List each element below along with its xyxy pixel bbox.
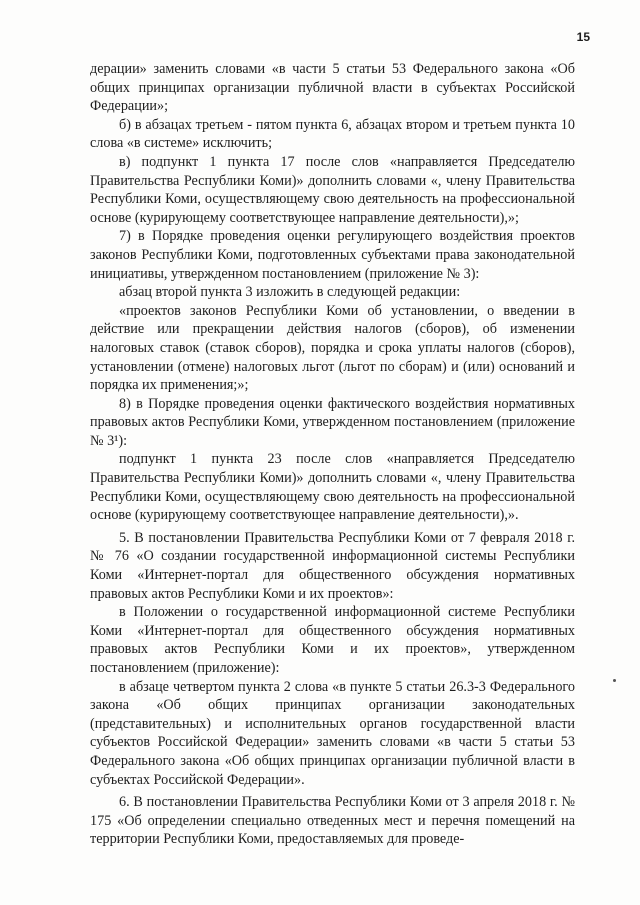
paragraph-abzac-fourth: в абзаце четвертом пункта 2 слова «в пункте 5 статьи 26.3-3 Федерального закона «Об общих принципах организации законодательных (представительных) и исполнительных органов государственной власти субъектов Российской Федерации» заменить словами «в части 5 статьи 53 Федерального закона «Об общих принципах организации публичной власти в субъектах Российской Федерации».: [90, 678, 575, 788]
scan-speck: [613, 679, 616, 682]
paragraph-item-b: б) в абзацах третьем - пятом пункта 6, абзацах втором и третьем пункта 10 слова «в системе» исключить;: [90, 116, 575, 152]
paragraph-subitem-1: подпункт 1 пункта 23 после слов «направляется Председателю Правительства Республики Коми)» дополнить словами «, члену Правительства Республики Коми, осуществляющему свою деятельность на профессиональной основе (курирующему соответствующее направление деятельности),».: [90, 451, 575, 524]
paragraph-section-5: 5. В постановлении Правительства Республики Коми от 7 февраля 2018 г. № 76 «О создании государственной информационной системы Республики Коми «Интернет-портал для общественного обсуждения нормативных правовых актов Республики Коми и их проектов»:: [90, 529, 575, 602]
paragraph-section-6: 6. В постановлении Правительства Республики Коми от 3 апреля 2018 г. № 175 «Об определении специально отведенных мест и перечня помещений на территории Республики Коми, предоставляемых для проведе-: [90, 794, 575, 848]
paragraph-continuation: дерации» заменить словами «в части 5 статьи 53 Федерального закона «Об общих принципах организации публичной власти в субъектах Российской Федерации»;: [90, 61, 575, 115]
paragraph-regulation: в Положении о государственной информационной системе Республики Коми «Интернет-портал для общественного обсуждения нормативных правовых актов Республики Коми и их проектов», утвержденном постановлением (приложение):: [90, 604, 575, 676]
paragraph-item-v: в) подпункт 1 пункта 17 после слов «направляется Председателю Правительства Республики Коми)» дополнить словами «, члену Правительства Республики Коми, осуществляющему свою деятельность на профессиональной основе (курирующему соответствующее направление деятельности),»;: [90, 153, 575, 226]
document-body: [90, 60, 575, 849]
paragraph-item-8: 8) в Порядке проведения оценки фактического воздействия нормативных правовых актов Республики Коми, утвержденном постановлением (приложение № 3¹):: [90, 395, 575, 449]
paragraph-item-7: 7) в Порядке проведения оценки регулирующего воздействия проектов законов Республики Коми, подготовленных субъектами права законодательной инициативы, утвержденном постановлением (приложение № 3):: [90, 228, 575, 282]
paragraph-new-wording: «проектов законов Республики Коми об установлении, о введении в действие или прекращении действия налогов (сборов), об изменении налоговых ставок (ставок сборов), порядка и срока уплаты налогов (сборов), установлении (отмене) налоговых льгот (льгот по сборам) и (или) оснований и порядка их применения;»;: [90, 302, 575, 394]
paragraph-abzac-second: абзац второй пункта 3 изложить в следующей редакции:: [119, 284, 461, 301]
page-number: 15: [576, 30, 590, 44]
